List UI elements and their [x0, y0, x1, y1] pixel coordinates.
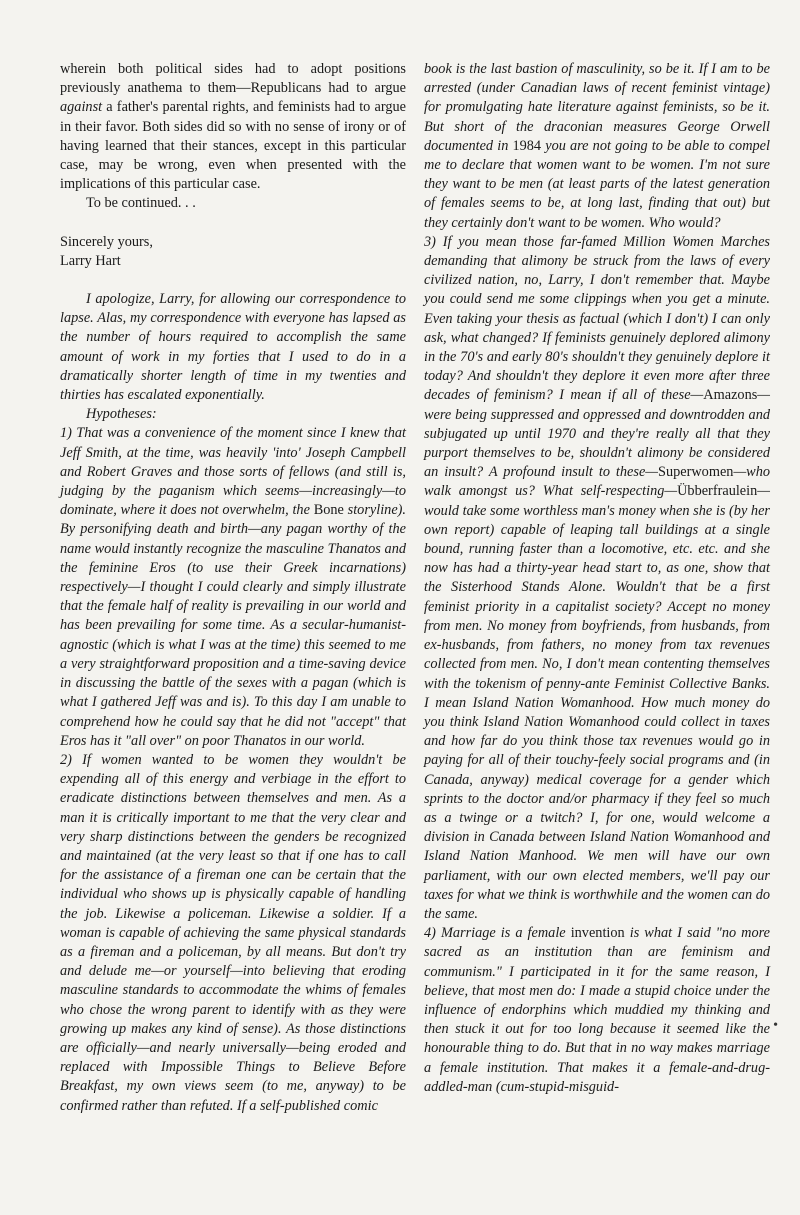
hypothesis-3: 3) If you mean those far-famed Million Women Marches demanding that alimony be struck from the laws of every civilized nation, no, Larry, I don't remember that. Maybe you could send me some clippings when you get a minute. Even taking your thesis as factual (which I don't) I can only ask, what changed? If feminists genuinely deplored alimony in the 70's and early 80's shouldn't they genuinely deplore it today? And shouldn't they deplore it even more after three decades of feminism? I mean if all of these—Amazons—were being suppressed and oppressed and downtrodden and subjugated up until 1970 and they're really all that they purport themselves to be, shouldn't alimony be considered an insult? A profound insult to these—Superwomen—who walk amongst us? What self-respecting—Übberfraulein—would take some worthless man's money when she is (by her own report) capable of leaping tall buildings at a single bound, running faster than a locomotive, etc. etc. and she now has had a thirty-year head start to, as one, show that the Sisterhood Stands Alone. Wouldn't that be a first feminist priority in a capitalist society? Accept no money from men. No money from boyfriends, from husbands, from ex-husbands, from fathers, no money from tax revenues collected from men. No, I don't mean contenting themselves with the tokenism of penny-ante Feminist Collective Banks. I mean Island Nation Womanhood. How much money do you think Island Nation Womanhood could collect in taxes and how far do you think those tax revenues would go in paying for all of their touchy-feely social programs and (in Canada, anyway) medical coverage for a gender which sprints to the doctor and/or pharmacy if they feel so much as a twinge or a twitch? I, for one, would welcome a division in Canada between Island Nation Womanhood and Island Nation Manhood. We men will have our own parliament, with our own elected members, we'll pay our taxes for what we think is worthwhile and the women can do the same. — [424, 233, 770, 922]
hypothesis-2: 2) If women wanted to be women they wouldn't be expending all of this energy and verbiage in the effort to eradicate distinctions between themselves and men. As a man it is critically important to me that the very clear and very sharp distinctions between the genders be recognized and maintained (at the very least so that if one has to call for the assistance of a fireman one can be certain that the individual who shows up is physically capable of handling the job. Likewise a policeman. Likewise a soldier. If a woman is capable of achieving the same physical standards as a fireman and a policeman, by all means. But don't try and delude me—or yourself—into believing that eroding masculine standards to accommodate the whims of females who chose the wrong parent to identify with as they were growing up makes any kind of sense). As those distinctions are officially—and nearly universally—being eroded and replaced with Impossible Things to Believe Before Breakfast, my own views seem (to me, anyway) to be confirmed rather than refuted. If a self-published comic — [60, 751, 406, 1114]
emphasis-against: against — [60, 99, 103, 116]
title-1984: 1984 — [512, 137, 542, 154]
hypothesis-4: 4) Marriage is a female invention is what I said "no more sacred as an institution than are feminism and communism." I participated in it for the same reason, I believe, that most men do: I made a stupid choice under the influence of endorphins which muddied my thinking and then stuck it out for too long because it seemed like the honourable thing to do. But that in no way makes marriage a female institution. That makes it a female-and-drug-addled-man (cum-stupid-misguid- — [424, 925, 770, 1095]
closing: Sincerely yours, — [60, 233, 153, 250]
hypotheses-heading: Hypotheses: — [86, 406, 157, 423]
hypothesis-1: 1) That was a convenience of the moment since I knew that Jeff Smith, at the time, was heavily 'into' Joseph Campbell and Robert Graves and those sorts of fellows (and still is, judging by the paganism which seems—increasingly—to dominate, where it does not overwhelm, the Bone storyline). By personifying death and birth—any pagan worthy of the name would instantly recognize the masculine Thanatos and the feminine Eros (to use their Greek incarnations) respectively—I thought I could clearly and simply illustrate that the female half of reality is prevailing in our world and has been prevailing for some time. As a secular-humanist-agnostic (which is what I was at the time) this seemed to me a very straightforward proposition and a time-saving device in discussing the battle of the sexes with a pagan (which is what I gathered Jeff was and is). To this day I am unable to comprehend how he could say that he did not "accept" that Eros has it "all over" on poor Thanatos in our world. — [60, 425, 406, 749]
right-column — [424, 60, 770, 1180]
to-be-continued: To be continued. . . — [86, 195, 196, 212]
page — [60, 60, 770, 1180]
left-column — [60, 60, 406, 1180]
letter-paragraph: wherein both political sides had to adopt positions previously anathema to them—Republicans had to argue against a father's parental rights, and feminists had to argue in their favor. Both sides did so with no sense of irony or of having learned that their stances, except in this particular case, may be wrong, even when presented with the implications of this particular case. — [60, 61, 406, 193]
stray-mark: • — [773, 1018, 778, 1033]
signature: Larry Hart — [60, 252, 121, 269]
hypothesis-2-cont: book is the last bastion of masculinity, so be it. If I am to be arrested (under Canadian laws of recent feminist vintage) for promulgating hate literature against feminists, so be it. But short of the draconian measures George Orwell documented in 1984 you are not going to be able to compel me to declare that women want to be women. I'm not sure they want to be men (at least parts of the latest generation of females seems to be, at long last, finding that out) but they certainly don't want to be women. Who would? — [424, 61, 770, 231]
reply-paragraph: I apologize, Larry, for allowing our correspondence to lapse. Alas, my correspondence with everyone has lapsed as the number of hours required to accomplish the same amount of work in my forties that I used to do in a dramatically shorter length of time in my twenties and thirties has escalated exponentially. — [60, 291, 406, 404]
bone-title: Bone — [313, 502, 344, 519]
